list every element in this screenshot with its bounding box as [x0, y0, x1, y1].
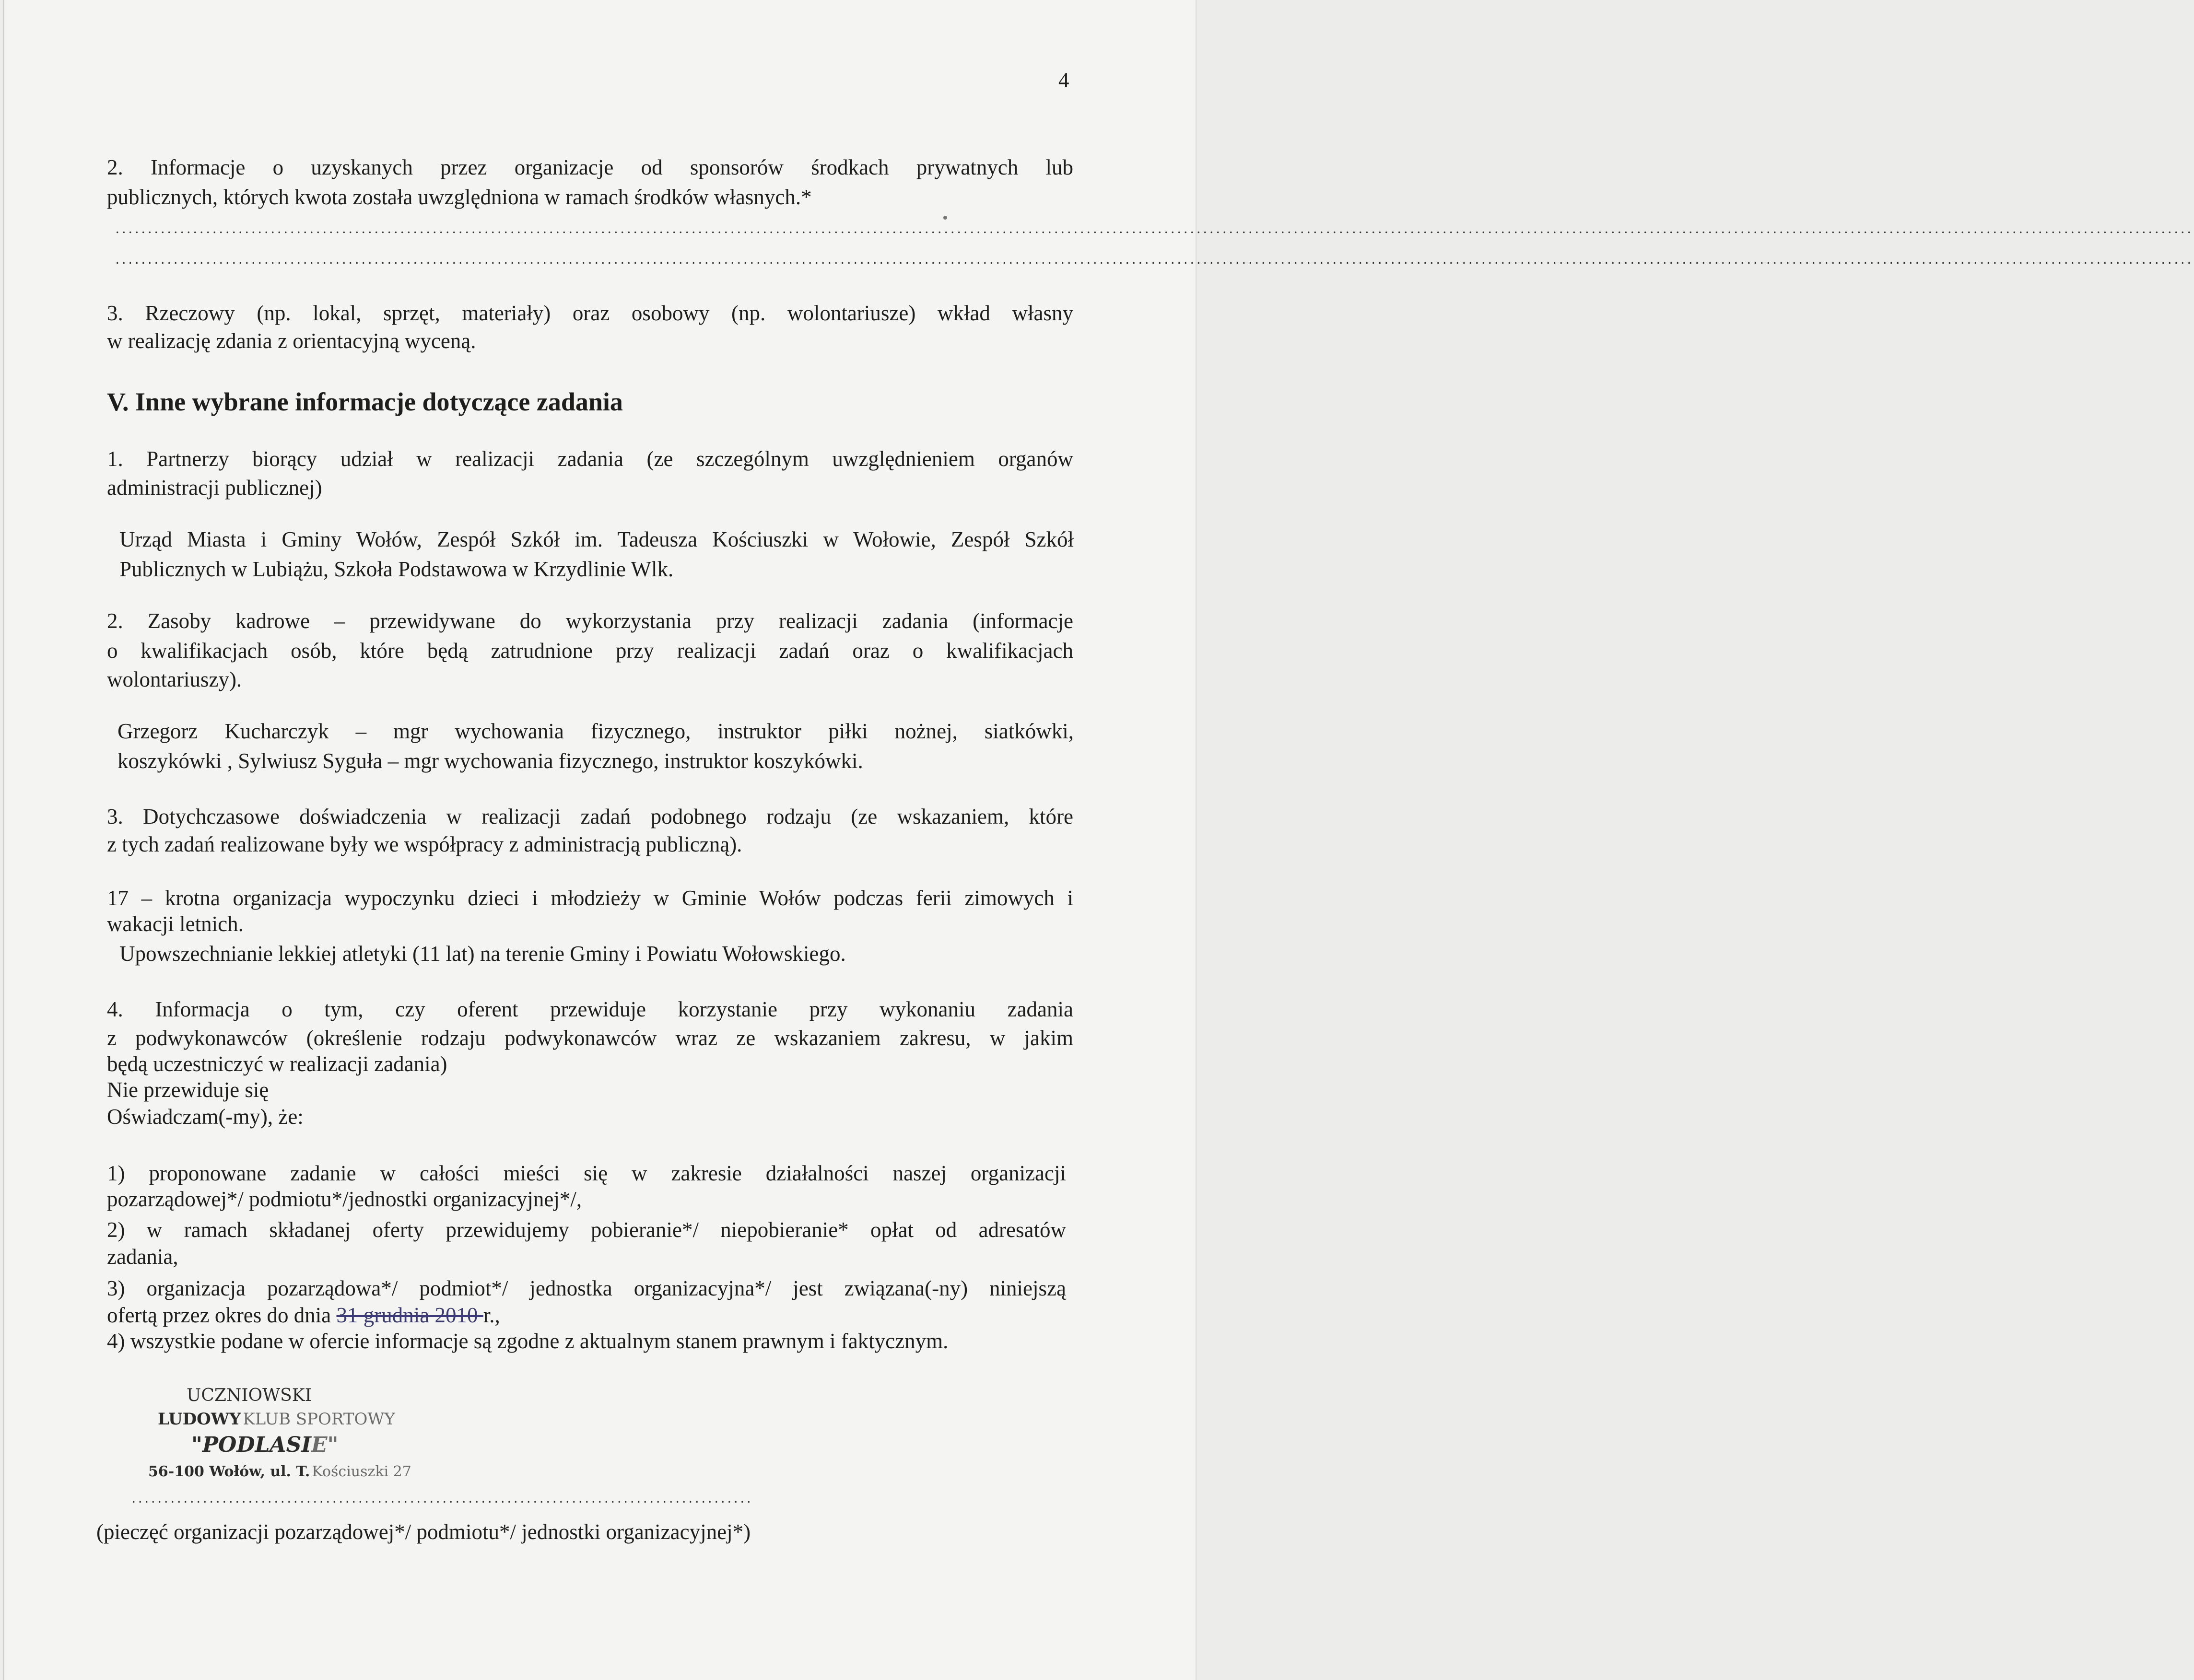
declaration-4: 4) wszystkie podane w ofercie informacje są zgodne z aktualnym stanem prawnym i faktycznym.	[107, 1329, 949, 1353]
stamp-line3a: "PODLASI	[191, 1433, 311, 1457]
staff-answer-line1: Grzegorz Kucharczyk – mgr wychowania fizycznego, instruktor piłki nożnej, siatkówki,	[117, 719, 1074, 743]
subcontractors-answer: Nie przewiduje się	[107, 1078, 269, 1102]
stamp-line4	[148, 1463, 411, 1480]
page-number: 4	[1058, 68, 1069, 92]
declaration-3-line2	[107, 1302, 500, 1329]
organization-stamp	[148, 1381, 446, 1496]
stamp-line4a: 56-100 Wołów, ul. T.	[148, 1463, 310, 1480]
fill-line: .................................................................................................................................................................................................................................................................................................................................	[116, 221, 2194, 236]
speck	[943, 216, 947, 220]
stamp-line2	[158, 1410, 395, 1429]
partners-question-line2: administracji publicznej)	[107, 476, 322, 500]
staff-question-line1: 2. Zasoby kadrowe – przewidywane do wykorzystania przy realizacji zadania (informacje	[107, 609, 1073, 633]
stamp-line3	[191, 1433, 338, 1457]
declaration-3-suffix: r.,	[483, 1303, 500, 1327]
info-sponsors-line2: publicznych, których kwota została uwzględniona w ramach środków własnych.*	[107, 185, 812, 209]
declaration-1-line1: 1) proponowane zadanie w całości mieści się w zakresie działalności naszej organizacji	[107, 1161, 1066, 1185]
experience-question-line2: z tych zadań realizowane były we współpracy z administracją publiczną).	[107, 832, 742, 856]
partners-answer-line2: Publicznych w Lubiążu, Szkoła Podstawowa w Krzydlinie Wlk.	[119, 557, 674, 581]
declaration-intro: Oświadczam(-my), że:	[107, 1105, 304, 1129]
stamp-line3b: E"	[311, 1433, 339, 1457]
subcontractors-question-line2: z podwykonawców (określenie rodzaju podwykonawców wraz ze wskazaniem zakresu, w jakim	[107, 1026, 1073, 1050]
partners-answer-line1: Urząd Miasta i Gminy Wołów, Zespół Szkół im. Tadeusza Kościuszki w Wołowie, Zespół Szkół	[119, 527, 1074, 551]
declaration-2-line2: zadania,	[107, 1245, 178, 1269]
section-v-heading: V. Inne wybrane informacje dotyczące zadania	[107, 387, 623, 416]
declaration-3-line1: 3) organizacja pozarządowa*/ podmiot*/ jednostka organizacyjna*/ jest związana(-ny) niniejszą	[107, 1276, 1066, 1300]
experience-answer-line1: 17 – krotna organizacja wypoczynku dzieci i młodzieży w Gminie Wołów podczas ferii zimowych i	[107, 886, 1073, 910]
declaration-1-line2: pozarządowej*/ podmiotu*/jednostki organizacyjnej*/,	[107, 1187, 582, 1211]
own-contribution-line1: 3. Rzeczowy (np. lokal, sprzęt, materiały) oraz osobowy (np. wolontariusze) wkład własny	[107, 301, 1073, 325]
declaration-2-line1: 2) w ramach składanej oferty przewidujemy pobieranie*/ niepobieranie* opłat od adresatów	[107, 1218, 1066, 1242]
stamp-fill-line: ................................................................................................	[132, 1490, 753, 1506]
struck-date: 31 grudnia 2010	[336, 1303, 483, 1327]
own-contribution-line2: w realizację zdania z orientacyjną wyceną.	[107, 329, 476, 353]
subcontractors-question-line1: 4. Informacja o tym, czy oferent przewiduje korzystanie przy wykonaniu zadania	[107, 997, 1073, 1021]
staff-question-line3: wolontariuszy).	[107, 667, 242, 691]
staff-answer-line2: koszykówki , Sylwiusz Syguła – mgr wychowania fizycznego, instruktor koszykówki.	[117, 749, 863, 773]
experience-answer-line3: Upowszechnianie lekkiej atletyki (11 lat) na terenie Gminy i Powiatu Wołowskiego.	[119, 942, 846, 966]
fill-line: .................................................................................................................................................................................................................................................................................................................................	[116, 251, 2194, 267]
stamp-caption: (pieczęć organizacji pozarządowej*/ podmiotu*/ jednostki organizacyjnej*)	[96, 1520, 751, 1544]
staff-question-line2: o kwalifikacjach osób, które będą zatrudnione przy realizacji zadań oraz o kwalifikacjach	[107, 639, 1073, 663]
document-page	[3, 0, 2194, 1680]
stamp-line4b: Kościuszki 27	[312, 1463, 411, 1480]
experience-answer-line2: wakacji letnich.	[107, 912, 244, 936]
info-sponsors-line1: 2. Informacje o uzyskanych przez organizacje od sponsorów środkach prywatnych lub	[107, 155, 1073, 179]
stamp-line2b: KLUB SPORTOWY	[243, 1410, 395, 1429]
stamp-line2a: LUDOWY	[158, 1410, 241, 1429]
subcontractors-question-line3: będą uczestniczyć w realizacji zadania)	[107, 1052, 447, 1076]
declaration-3-prefix: ofertą przez okres do dnia	[107, 1303, 337, 1327]
stamp-line1: UCZNIOWSKI	[187, 1386, 312, 1405]
partners-question-line1: 1. Partnerzy biorący udział w realizacji zadania (ze szczególnym uwzględnieniem organów	[107, 447, 1073, 471]
experience-question-line1: 3. Dotychczasowe doświadczenia w realizacji zadań podobnego rodzaju (ze wskazaniem, które	[107, 805, 1073, 828]
